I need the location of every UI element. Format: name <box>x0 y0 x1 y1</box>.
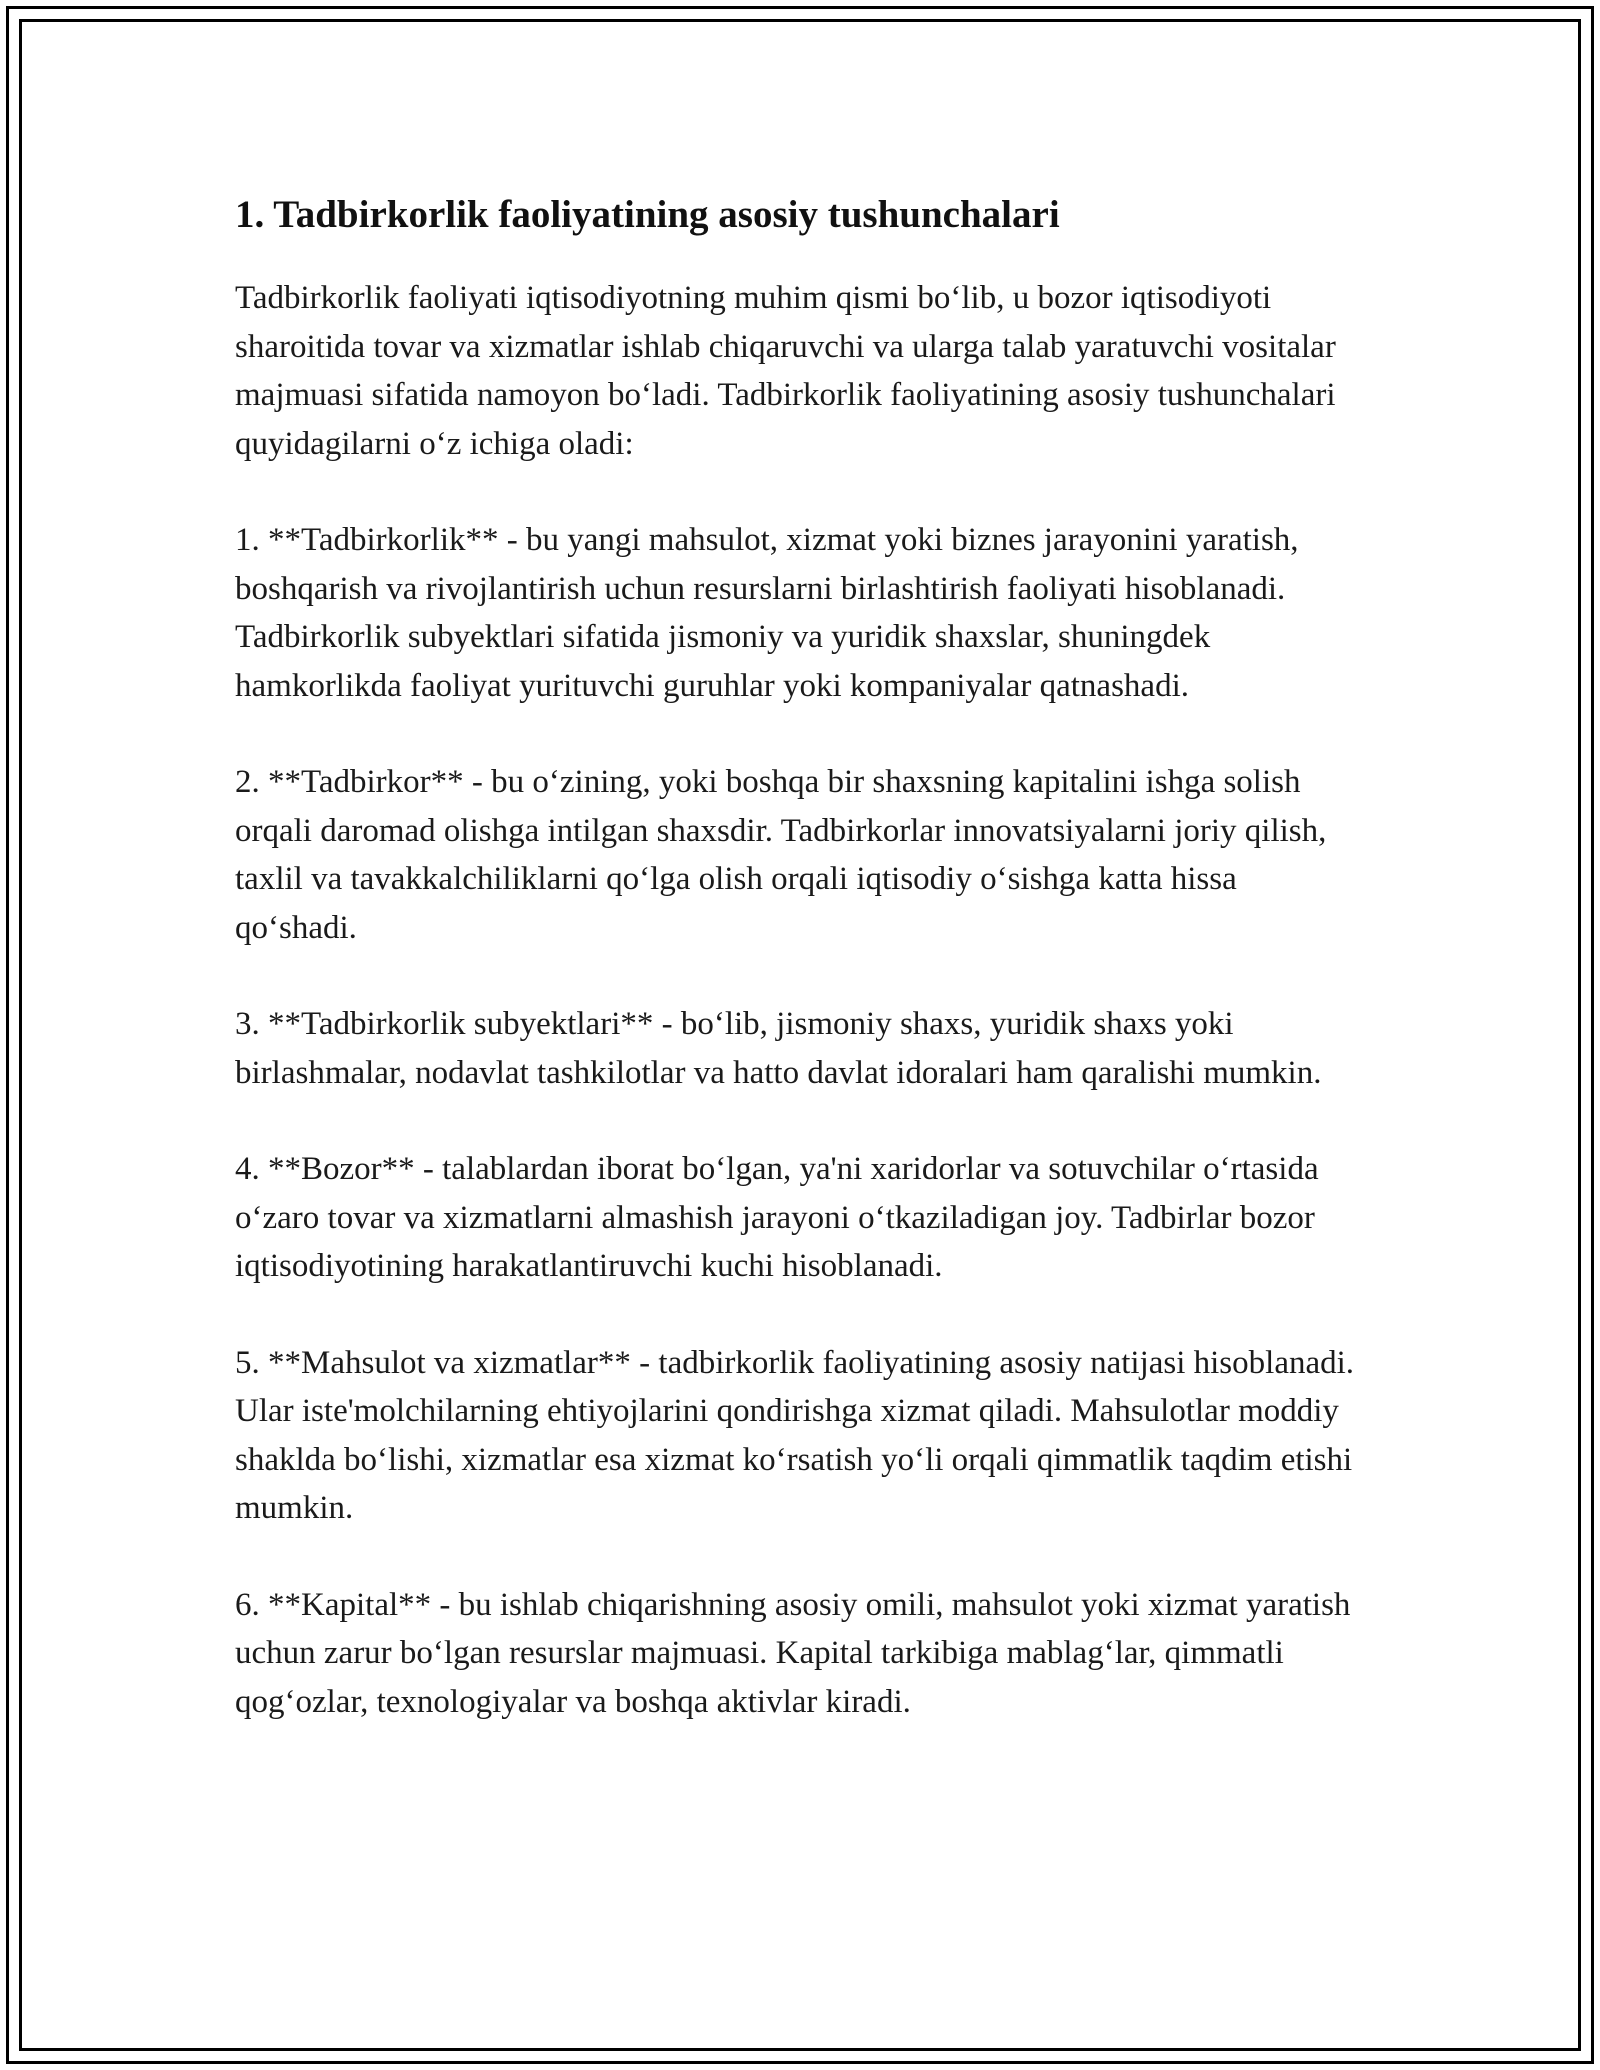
document-title: 1. Tadbirkorlik faoliyatining asosiy tushunchalari <box>235 193 1060 236</box>
intro-paragraph: Tadbirkorlik faoliyati iqtisodiyotning muhim qismi bo‘lib, u bozor iqtisodiyoti sharoitida tovar va xizmatlar ishlab chiqaruvchi va ularga talab yaratuvchi vositalar majmuasi sifatida namoyon bo‘ladi. Tadbirkorlik faoliyatining asosiy tushunchalari quyidagilarni o‘z ichiga oladi: <box>235 280 1336 462</box>
item-paragraph-bozor: 4. **Bozor** - talablardan iborat bo‘lgan, ya'ni xaridorlar va sotuvchilar o‘rtasida o‘zaro tovar va xizmatlarni almashish jarayoni o‘tkaziladigan joy. Tadbirlar bozor iqtisodiyotining harakatlantiruvchi kuchi hisoblanadi. <box>235 1151 1319 1284</box>
item-paragraph-tadbirkor: 2. **Tadbirkor** - bu o‘zining, yoki boshqa bir shaxsning kapitalini ishga solish orqali daromad olishga intilgan shaxsdir. Tadbirkorlar innovatsiyalarni joriy qilish, taxlil va tavakkalchiliklarni qo‘lga olish orqali iqtisodiy o‘sishga katta hissa qo‘shadi. <box>235 764 1327 946</box>
document-body <box>235 186 1365 1774</box>
item-paragraph-mahsulot: 5. **Mahsulot va xizmatlar** - tadbirkorlik faoliyatining asosiy natijasi hisoblanadi. Ular iste'molchilarning ehtiyojlarini qondirishga xizmat qiladi. Mahsulotlar moddiy shaklda bo‘lishi, xizmatlar esa xizmat ko‘rsatish yo‘li orqali qimmatlik taqdim etishi mumkin. <box>235 1344 1355 1526</box>
item-paragraph-kapital: 6. **Kapital** - bu ishlab chiqarishning asosiy omili, mahsulot yoki xizmat yaratish uchun zarur bo‘lgan resurslar majmuasi. Kapital tarkibiga mablag‘lar, qimmatli qog‘ozlar, texnologiyalar va boshqa aktivlar kiradi. <box>235 1586 1351 1720</box>
item-paragraph-subyektlari: 3. **Tadbirkorlik subyektlari** - bo‘lib, jismoniy shaxs, yuridik shaxs yoki birlashmalar, nodavlat tashkilotlar va hatto davlat idoralari ham qaralishi mumkin. <box>235 1006 1322 1091</box>
item-paragraph-tadbirkorlik: 1. **Tadbirkorlik** - bu yangi mahsulot, xizmat yoki biznes jarayonini yaratish, boshqarish va rivojlantirish uchun resurslarni birlashtirish faoliyati hisoblanadi. Tadbirkorlik subyektlari sifatida jismoniy va yuridik shaxslar, shuningdek hamkorlikda faoliyat yurituvchi guruhlar yoki kompaniyalar qatnashadi. <box>235 522 1299 704</box>
